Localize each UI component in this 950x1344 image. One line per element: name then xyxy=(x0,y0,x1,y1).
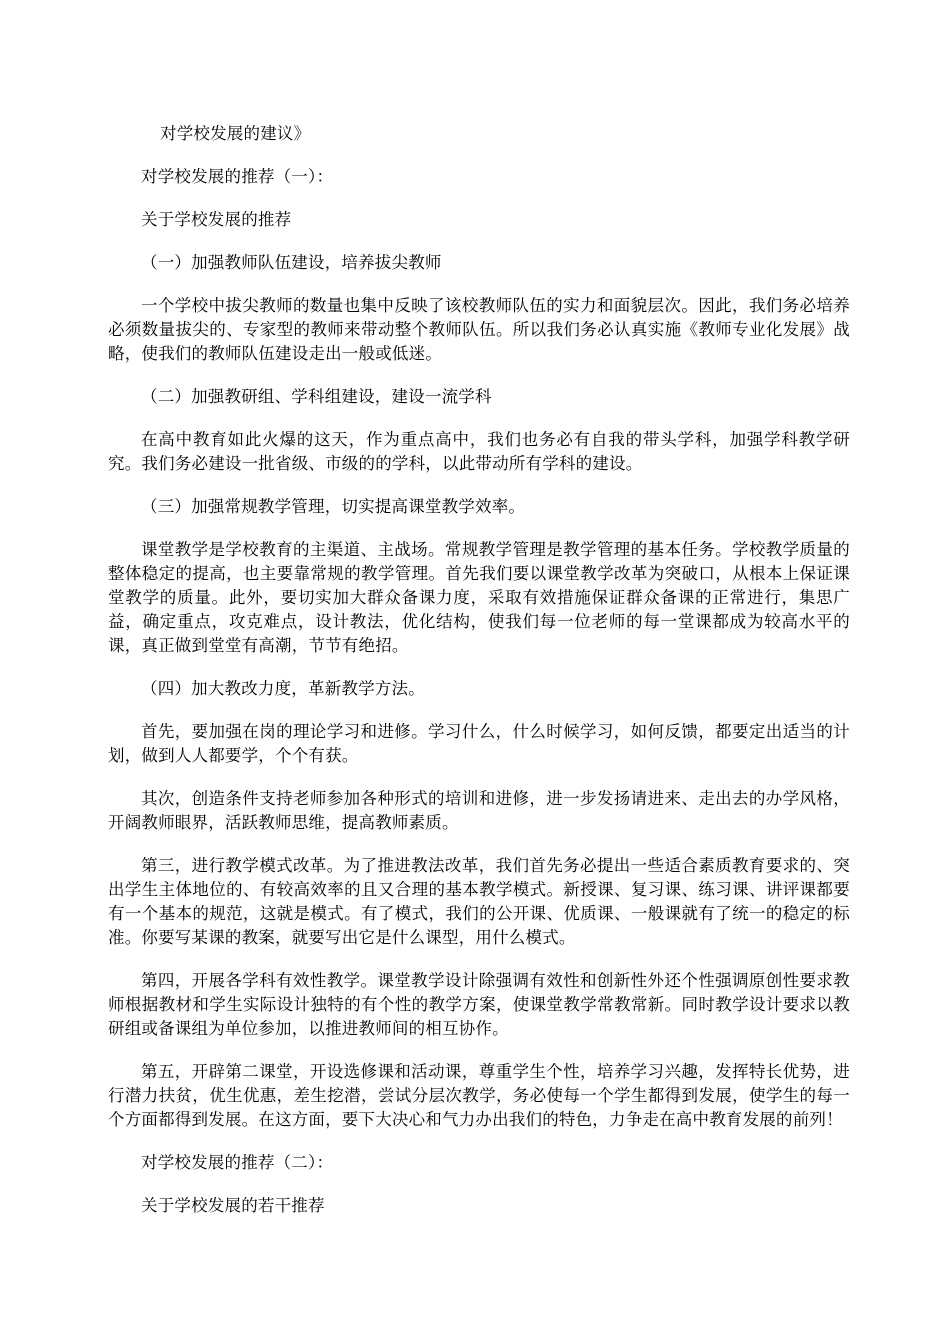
doc-title-fragment: 对学校发展的建议》 xyxy=(160,124,311,143)
paragraph-4-fourth: 第四，开展各学科有效性教学。课堂教学设计除强调有效性和创新性外还个性强调原创性要求教师根据教材和学生实际设计独特的有个性的教学方案，使课堂教学常教常新。同时教学设计要求以教研组或备课组为单位参加，以推进教师间的相互协作。 xyxy=(108,971,850,1038)
paragraph-1: 一个学校中拔尖教师的数量也集中反映了该校教师队伍的实力和面貌层次。因此，我们务必培养必须数量拔尖的、专家型的教师来带动整个教师队伍。所以我们务必认真实施《教师专业化发展》战略，使我们的教师队伍建设走出一般或低迷。 xyxy=(108,296,850,363)
point-heading-2: （二）加强教研组、学科组建设，建设一流学科 xyxy=(141,387,492,406)
section-heading-1: 对学校发展的推荐（一）： xyxy=(141,167,334,186)
section-heading-2: 对学校发展的推荐（二）： xyxy=(141,1153,334,1172)
point-heading-3: （三）加强常规教学管理，切实提高课堂教学效率。 xyxy=(141,497,526,516)
document-page xyxy=(108,122,850,1237)
subtitle-1: 关于学校发展的推荐 xyxy=(141,210,292,229)
point-heading-1: （一）加强教师队伍建设，培养拔尖教师 xyxy=(141,253,442,272)
paragraph-4-fifth: 第五，开辟第二课堂，开设选修课和活动课，尊重学生个性，培养学习兴趣，发挥特长优势，进行潜力扶贫，优生优惠，差生挖潜，尝试分层次教学，务必使每一个学生都得到发展，使学生的每一个方面都得到发展。在这方面，要下大决心和气力办出我们的特色，力争走在高中教育发展的前列！ xyxy=(108,1062,850,1129)
paragraph-2: 在高中教育如此火爆的这天，作为重点高中，我们也务必有自我的带头学科，加强学科教学研究。我们务必建设一批省级、市级的的学科，以此带动所有学科的建设。 xyxy=(108,430,850,473)
paragraph-4-third: 第三，进行教学模式改革。为了推进教法改革，我们首先务必提出一些适合素质教育要求的、突出学生主体地位的、有较高效率的且又合理的基本教学模式。新授课、复习课、练习课、讲评课都要有一个基本的规范，这就是模式。有了模式，我们的公开课、优质课、一般课就有了统一的稳定的标准。你要写某课的教案，就要写出它是什么课型，用什么模式。 xyxy=(108,856,850,947)
point-heading-4: （四）加大教改力度，革新教学方法。 xyxy=(141,679,425,698)
paragraph-3: 课堂教学是学校教育的主渠道、主战场。常规教学管理是教学管理的基本任务。学校教学质量的整体稳定的提高，也主要靠常规的教学管理。首先我们要以课堂教学改革为突破口，从根本上保证课堂教学的质量。此外，要切实加大群众备课力度，采取有效措施保证群众备课的正常进行，集思广益，确定重点，攻克难点，设计教法，优化结构，使我们每一位老师的每一堂课都成为较高水平的课，真正做到堂堂有高潮，节节有绝招。 xyxy=(108,540,850,655)
paragraph-4-first: 首先，要加强在岗的理论学习和进修。学习什么，什么时候学习，如何反馈，都要定出适当的计划，做到人人都要学，个个有获。 xyxy=(108,722,850,765)
paragraph-4-second: 其次，创造条件支持老师参加各种形式的培训和进修，进一步发扬请进来、走出去的办学风格，开阔教师眼界，活跃教师思维，提高教师素质。 xyxy=(108,789,850,832)
subtitle-2: 关于学校发展的若干推荐 xyxy=(141,1196,325,1215)
